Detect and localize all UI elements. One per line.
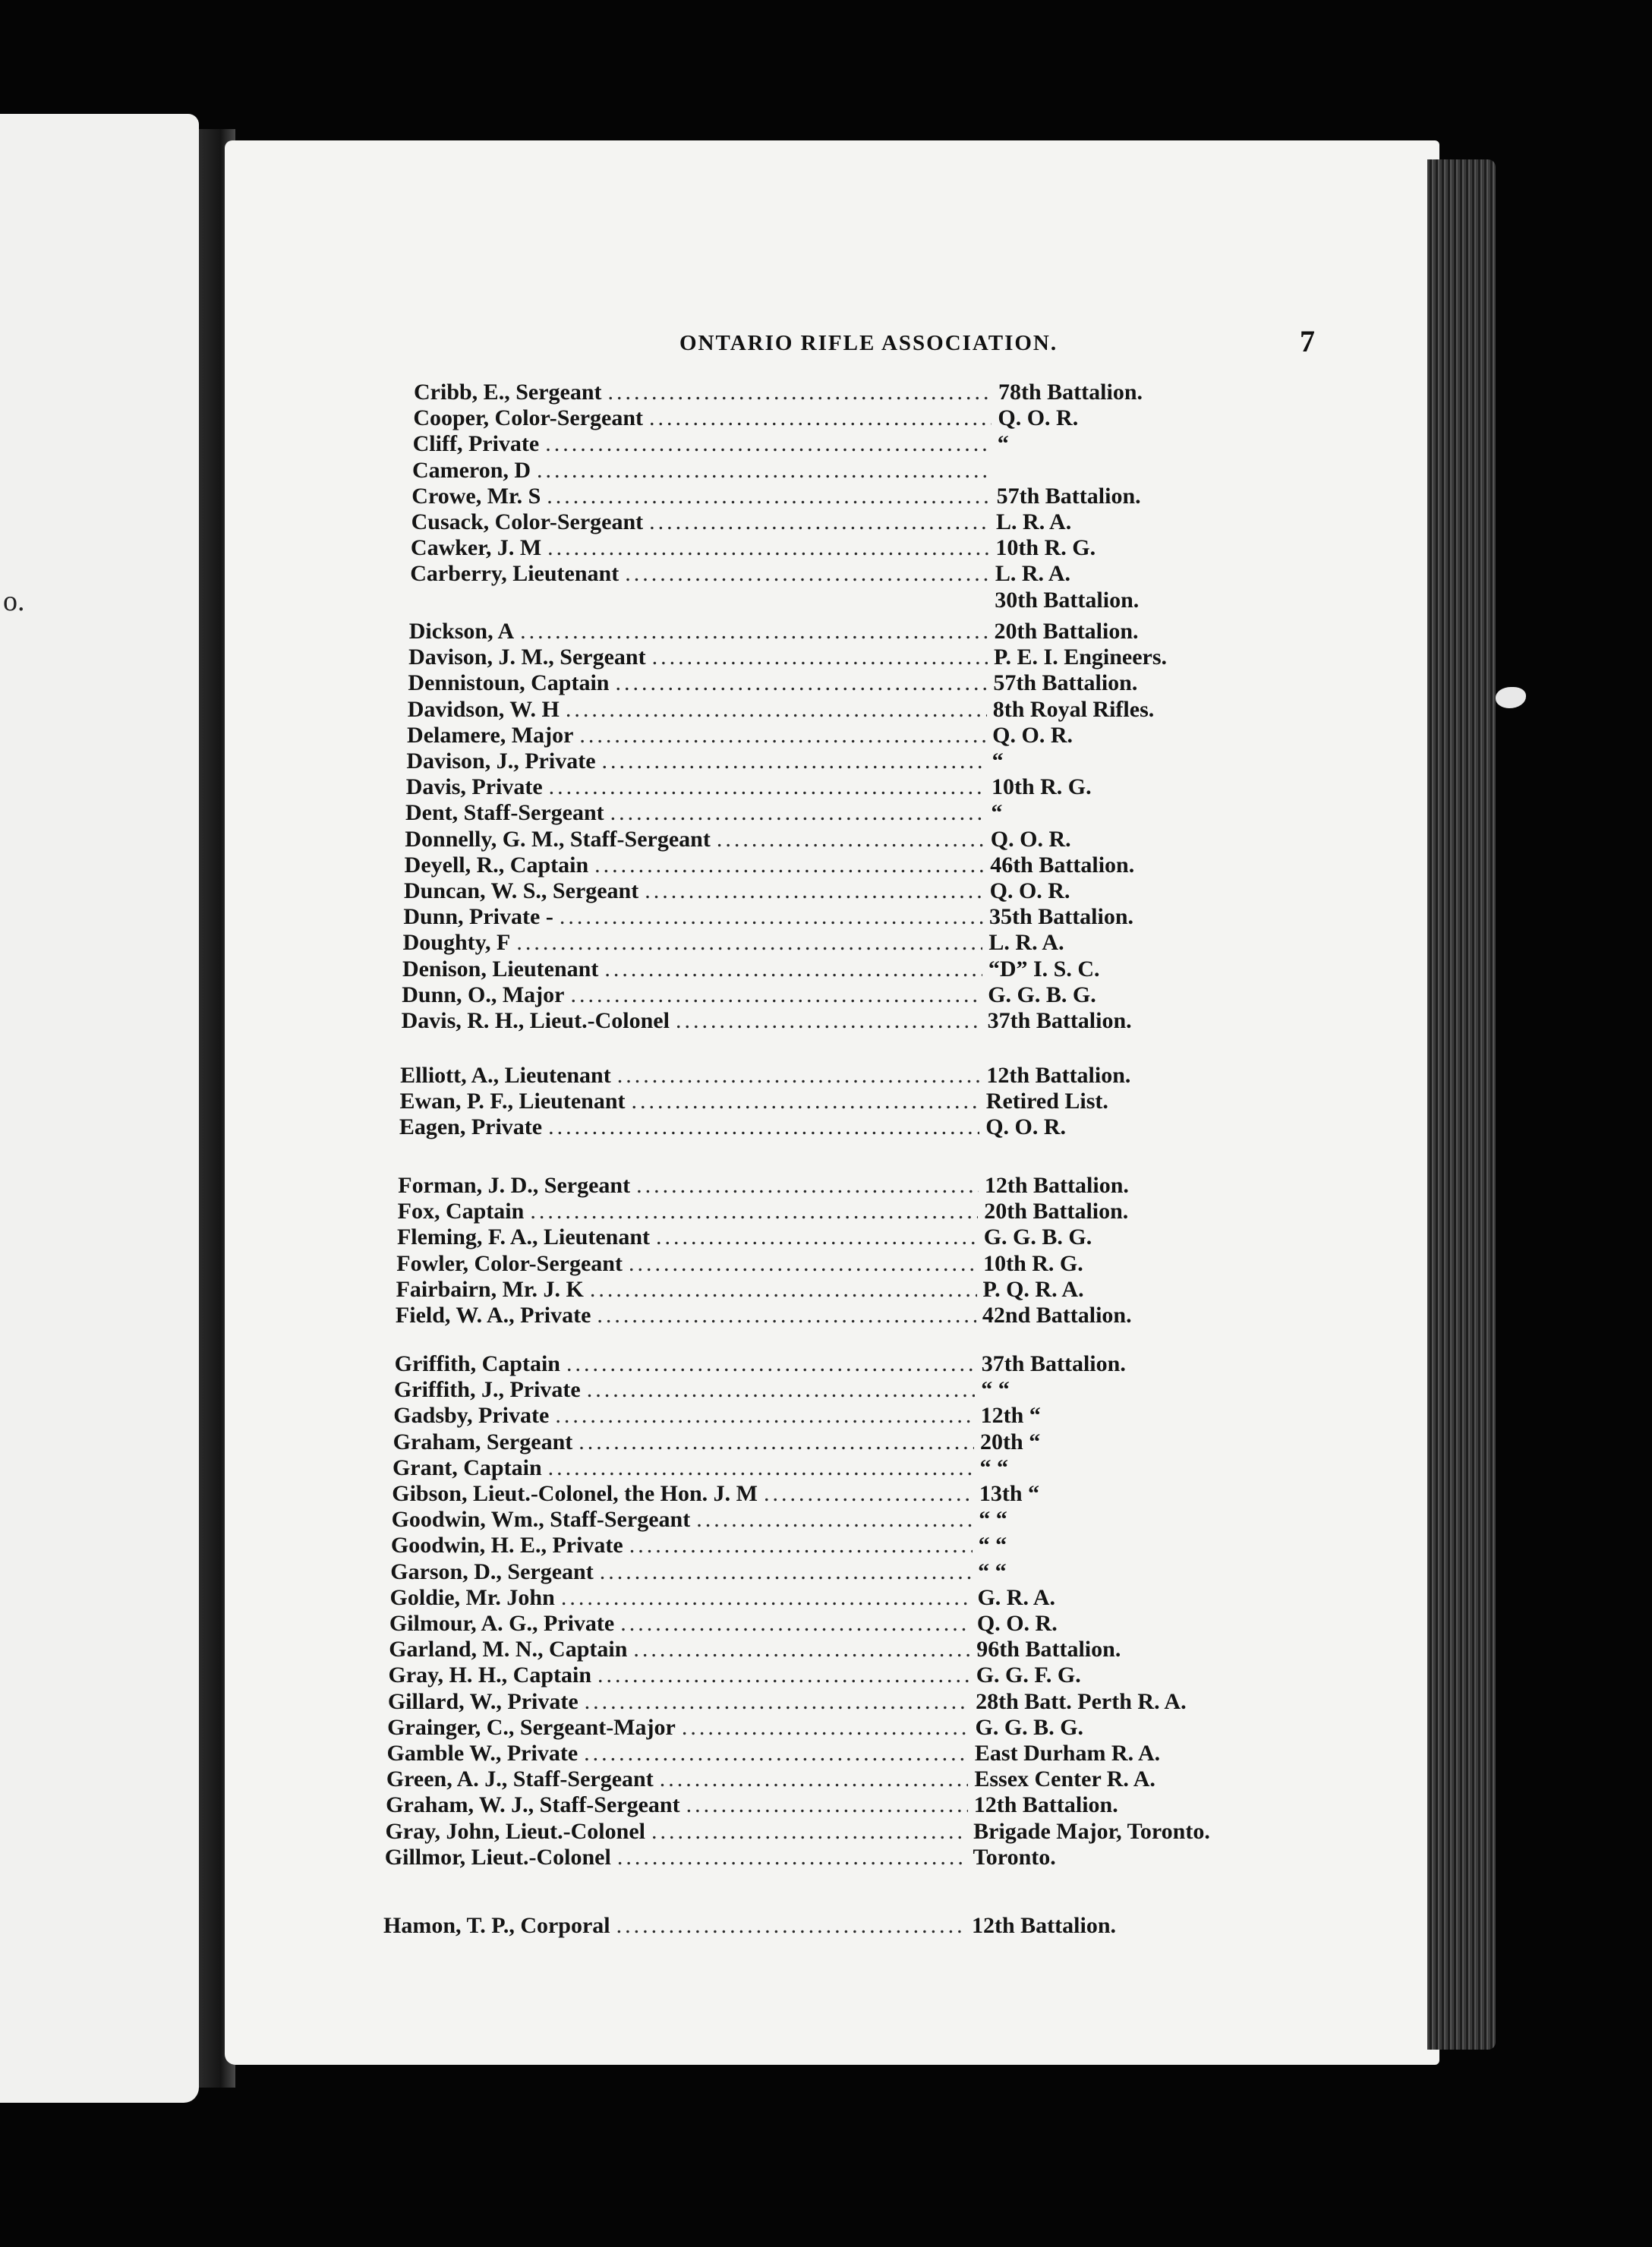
member-unit: G. R. A. [977,1584,1055,1610]
member-row [405,827,1278,852]
member-unit: 35th Battalion. [989,904,1134,930]
member-row [389,1662,1265,1688]
member-unit: “ [992,748,1004,774]
leader-dots [633,1637,970,1662]
member-name: Dennistoun, Captain [408,670,610,696]
member-row [390,1559,1266,1585]
member-row [412,458,1285,484]
leader-dots [547,484,990,509]
leader-dots [520,619,988,644]
leader-dots [764,1481,973,1507]
member-name: Cameron, D [411,457,531,483]
leader-dots [696,1507,973,1533]
member-unit: 57th Battalion. [993,670,1138,696]
member-unit: Q. O. R. [992,722,1073,748]
member-row [406,748,1280,774]
member-name: Gillmor, Lieut.-Colonel [384,1844,611,1870]
member-row [413,431,1286,457]
member-name: Dunn, Private - [403,904,553,930]
member-name: Griffith, J., Private [393,1377,581,1403]
leader-dots [660,1766,969,1792]
member-name: Fairbairn, Mr. J. K [396,1276,584,1302]
member-name: Elliott, A., Lieutenant [400,1063,611,1088]
leader-dots [649,405,992,431]
leader-dots [686,1792,968,1818]
member-row [396,1277,1272,1303]
leader-dots [620,1611,971,1637]
leader-dots [587,1377,975,1403]
member-name: Cooper, Color-Sergeant [413,405,644,431]
leader-dots [597,1662,970,1688]
member-unit: L. R. A. [988,930,1064,956]
member-unit: 10th R. G. [991,774,1092,800]
member-name: Grainger, C., Sergeant-Major [387,1714,676,1740]
leader-dots [570,982,982,1008]
leader-dots [560,904,983,930]
leader-dots [584,1741,969,1766]
member-row [393,1429,1269,1455]
member-row [397,1224,1272,1250]
member-name: Fowler, Color-Sergeant [396,1250,623,1276]
member-row [408,644,1282,670]
leader-dots [629,1251,977,1277]
member-row [405,800,1279,826]
member-name: Green, A. J., Staff-Sergeant [386,1766,654,1792]
member-name: Duncan, W. S., Sergeant [403,878,639,903]
member-name: Griffith, Captain [394,1351,560,1376]
leader-dots [537,458,991,484]
member-row [403,904,1278,930]
member-name: Garson, D., Sergeant [390,1558,594,1584]
leader-dots [516,930,982,956]
member-name: Gilmour, A. G., Private [389,1611,615,1636]
member-name: Field, W. A., Private [395,1303,591,1328]
leader-dots [579,723,986,748]
member-row [386,1792,1263,1818]
member-name: Graham, Sergeant [393,1429,573,1454]
leader-dots [545,431,992,457]
member-unit: 96th Battalion. [976,1637,1121,1662]
member-name: Davison, J., Private [406,748,596,774]
member-row [389,1611,1266,1637]
leader-dots [617,1063,981,1089]
member-name: Dent, Staff-Sergeant [405,800,604,826]
member-name: Graham, W. J., Staff-Sergeant [386,1792,680,1818]
member-row [396,1303,1271,1328]
leader-dots [717,827,985,852]
member-row [396,1251,1272,1277]
member-unit: Q. O. R. [998,405,1079,431]
member-unit: G. G. B. G. [983,1224,1092,1250]
member-unit: Q. O. R. [990,826,1071,852]
member-unit: Essex Center R. A. [974,1766,1155,1792]
member-unit: 28th Batt. Perth R. A. [976,1688,1187,1714]
member-unit: 12th Battalion. [984,1173,1129,1198]
member-name: Fox, Captain [397,1199,525,1224]
member-unit: Q. O. R. [989,878,1070,903]
leader-dots [547,535,989,561]
member-unit: “ [991,800,1003,826]
leader-dots [530,1199,978,1224]
member-row [404,878,1278,904]
page-stack-edge [1427,159,1496,2050]
member-unit: “D” I. S. C. [988,956,1100,982]
member-name: Grant, Captain [392,1454,542,1480]
page-title: ONTARIO RIFLE ASSOCIATION. [679,331,1058,355]
member-row [390,1585,1266,1611]
member-row [408,670,1282,696]
member-name: Goodwin, Wm., Staff-Sergeant [391,1507,691,1533]
member-row [411,509,1285,535]
member-unit: 20th Battalion. [994,619,1139,644]
leader-dots [608,380,993,405]
member-unit: Brigade Major, Toronto. [973,1818,1210,1844]
member-name: Cusack, Color-Sergeant [411,509,644,534]
leader-dots [548,1114,979,1140]
page-number: 7 [1300,324,1315,358]
member-unit: 12th Battalion. [972,1913,1117,1938]
member-name: Cribb, E., Sergeant [414,380,602,405]
member-unit: “ “ [978,1533,1007,1558]
member-row [403,930,1278,956]
member-unit: “ “ [981,1377,1010,1403]
page-edge-mark [1496,687,1526,708]
leader-dots [649,509,990,535]
leader-dots [651,1819,967,1845]
member-unit: G. G. B. G. [975,1714,1084,1740]
member-row [410,561,1284,587]
member-unit: G. G. F. G. [976,1662,1081,1688]
leader-dots [602,748,986,774]
member-unit: 46th Battalion. [990,852,1135,878]
left-facing-page [0,114,199,2103]
leader-dots [652,644,988,670]
member-row [386,1741,1263,1766]
member-name: Davison, J. M., Sergeant [408,644,646,670]
leader-dots [645,878,983,904]
page-header [0,324,1652,373]
leader-dots [566,697,987,723]
member-unit: “ “ [978,1558,1007,1584]
member-name: Davis, Private [405,774,543,800]
member-unit: 13th “ [979,1481,1040,1506]
member-row [402,956,1277,982]
member-name: Dickson, A [408,619,515,644]
member-name: Fleming, F. A., Lieutenant [396,1224,651,1250]
member-unit: 12th Battalion. [986,1063,1131,1088]
member-row [395,1351,1270,1377]
member-row [398,1199,1273,1224]
member-name: Gillard, W., Private [387,1688,579,1714]
member-name: Dunn, O., Major [402,982,565,1007]
member-row [383,1913,1260,1939]
member-row [392,1507,1268,1533]
leader-dots [616,1913,966,1939]
leader-dots [600,1559,972,1585]
leader-dots [555,1403,974,1429]
member-row [413,405,1286,431]
leader-dots [682,1715,969,1741]
member-row [411,535,1285,561]
leader-dots [617,1845,967,1870]
member-row [411,484,1285,509]
leader-dots [590,1277,977,1303]
leader-dots [676,1008,982,1034]
member-unit: “ [997,431,1009,457]
member-name: Gamble W., Private [386,1741,579,1766]
member-name: Donnelly, G. M., Staff-Sergeant [405,826,711,852]
member-row [409,619,1283,644]
leader-dots [604,956,982,982]
member-row [399,1114,1274,1140]
member-unit: 30th Battalion. [995,587,1140,613]
member-unit: Toronto. [973,1844,1056,1870]
member-row [408,697,1282,723]
leader-dots [566,1351,976,1377]
member-unit: “ “ [979,1454,1008,1480]
member-name: Delamere, Major [407,722,574,748]
member-row [387,1715,1263,1741]
member-unit: 12th “ [980,1403,1041,1429]
member-unit: 20th “ [980,1429,1041,1454]
member-unit: 37th Battalion. [981,1351,1126,1376]
member-name: Davidson, W. H [407,696,560,722]
member-name: Gray, H. H., Captain [388,1662,592,1688]
member-name: Cliff, Private [412,431,540,457]
member-name: Doughty, F [402,930,511,956]
member-row [402,982,1276,1008]
member-name: Garland, M. N., Captain [389,1637,628,1662]
member-name: Eagen, Private [399,1114,543,1140]
member-row [388,1689,1264,1715]
member-row [385,1819,1262,1845]
member-row [402,1008,1276,1034]
member-unit: L. R. A. [995,561,1071,587]
member-unit: 37th Battalion. [987,1008,1132,1033]
member-row [406,774,1280,800]
leader-dots [629,1533,973,1558]
member-row [410,588,1284,613]
leader-dots [615,670,987,696]
member-row [391,1533,1267,1558]
member-unit: 42nd Battalion. [982,1303,1132,1328]
member-name: Crowe, Mr. S [411,483,541,509]
member-name: Carberry, Lieutenant [410,561,620,587]
member-unit: 10th R. G. [983,1250,1083,1276]
member-unit: 57th Battalion. [996,483,1141,509]
member-unit: 10th R. G. [995,535,1096,561]
member-row [385,1845,1262,1870]
leader-dots [585,1689,969,1715]
member-row [392,1481,1268,1507]
member-row [389,1637,1265,1662]
member-unit: Q. O. R. [985,1114,1067,1140]
leader-dots [579,1429,974,1455]
member-unit: Q. O. R. [976,1611,1058,1636]
member-unit: 12th Battalion. [973,1792,1118,1818]
member-unit: 8th Royal Rifles. [992,696,1155,722]
member-row [394,1377,1269,1403]
member-row [405,852,1279,878]
member-name: Cawker, J. M [410,535,542,561]
member-name: Denison, Lieutenant [402,956,599,982]
leader-dots [549,774,985,800]
member-row [393,1403,1269,1429]
member-name: Forman, J. D., Sergeant [398,1173,631,1198]
leader-dots [632,1089,980,1114]
member-row [393,1455,1269,1481]
member-unit: East Durham R. A. [974,1741,1161,1766]
leader-dots [625,561,989,587]
member-row [407,723,1281,748]
member-unit: “ “ [979,1507,1007,1533]
member-name: Goldie, Mr. John [389,1584,555,1610]
member-row [400,1063,1275,1089]
member-unit: Retired List. [985,1089,1108,1114]
leader-dots [597,1303,976,1328]
leader-dots [636,1173,979,1199]
member-row [414,380,1287,405]
member-unit: G. G. B. G. [988,982,1096,1007]
member-unit: 20th Battalion. [984,1199,1129,1224]
member-name: Deyell, R., Captain [404,852,589,878]
member-unit: L. R. A. [996,509,1072,534]
left-page-fragment: o. [3,585,25,617]
leader-dots [594,852,984,878]
leader-dots [656,1224,978,1250]
leader-dots [610,800,985,826]
member-name: Davis, R. H., Lieut.-Colonel [401,1008,670,1033]
member-name: Gadsby, Private [393,1403,550,1429]
member-name: Hamon, T. P., Corporal [383,1913,610,1938]
leader-dots [548,1455,974,1481]
leader-dots [561,1585,972,1611]
member-unit: P. E. I. Engineers. [993,644,1168,670]
member-unit: 78th Battalion. [998,380,1143,405]
member-row [400,1089,1275,1114]
member-unit: P. Q. R. A. [982,1276,1084,1302]
member-name: Gibson, Lieut.-Colonel, the Hon. J. M [392,1481,758,1506]
member-name: Ewan, P. F., Lieutenant [399,1089,626,1114]
member-name: Gray, John, Lieut.-Colonel [385,1818,645,1844]
member-row [386,1766,1263,1792]
member-name: Goodwin, H. E., Private [390,1533,623,1558]
member-row [398,1173,1273,1199]
